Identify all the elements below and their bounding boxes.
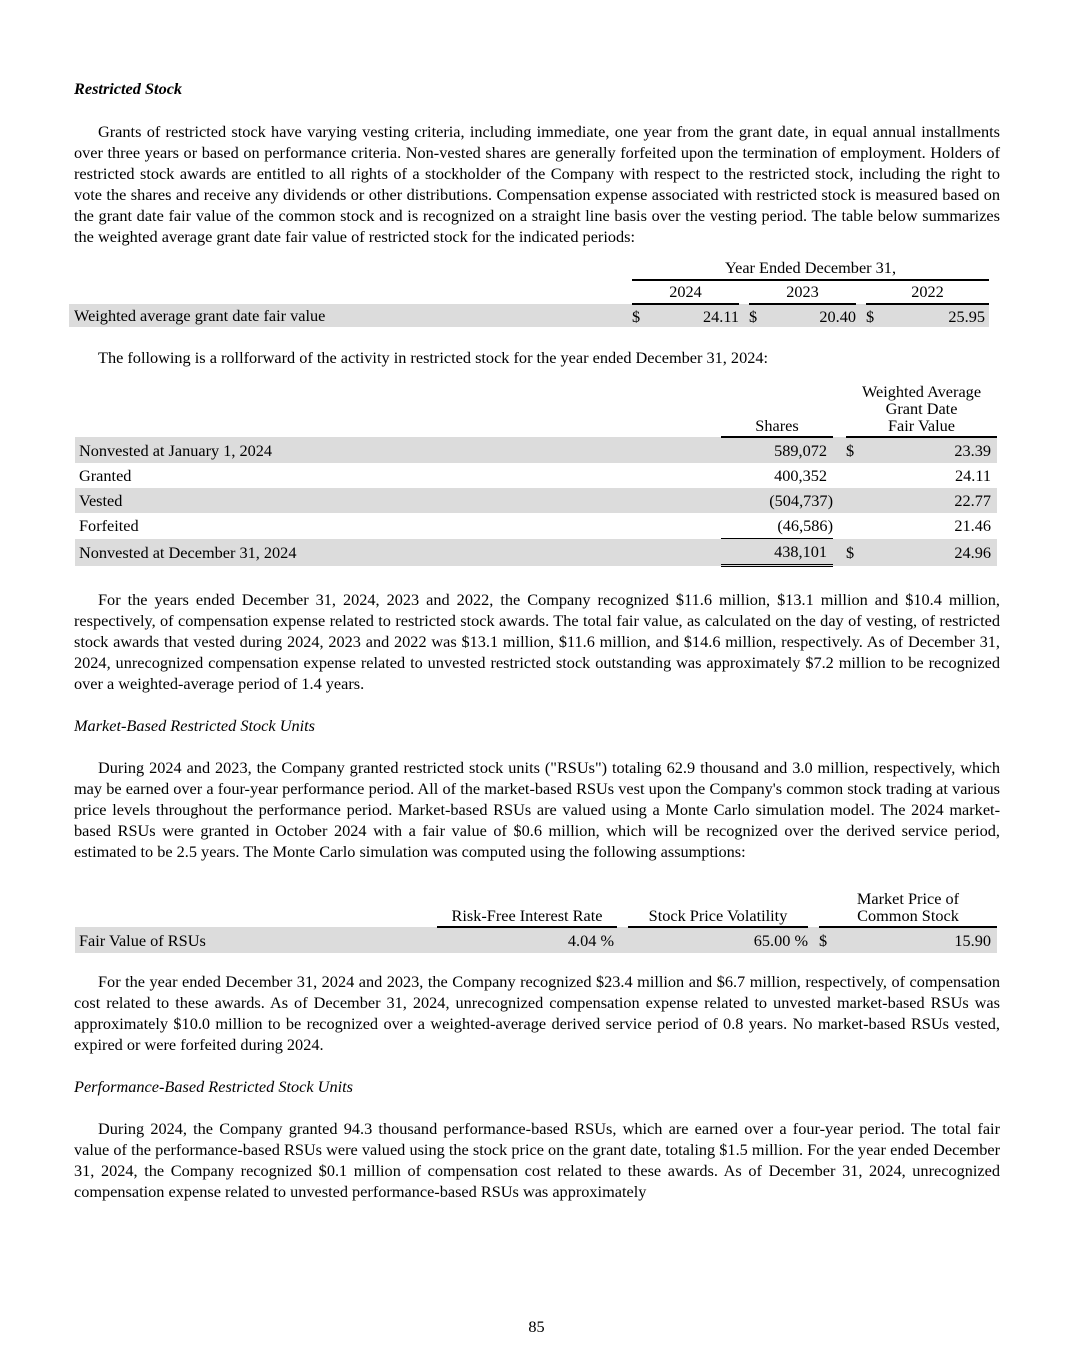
currency-symbol: $ [632, 304, 649, 327]
table-row [75, 927, 997, 953]
value-cell: 24.11 [649, 304, 739, 327]
table-row [75, 463, 997, 488]
year-header: 2022 [866, 280, 989, 304]
table-row [75, 488, 997, 513]
shares-cell: 589,072 [721, 437, 833, 463]
table-row [75, 513, 997, 539]
value-cell: 20.40 [766, 304, 856, 327]
currency-symbol: $ [846, 539, 864, 566]
rate-header: Risk-Free Interest Rate [437, 890, 617, 927]
row-label: Weighted average grant date fair value [69, 304, 622, 327]
wavg-header-line: Weighted Average [861, 382, 982, 401]
row-label: Fair Value of RSUs [75, 927, 437, 953]
table-row [75, 437, 997, 463]
market-price-header [819, 890, 997, 927]
value-cell: 24.96 [864, 539, 997, 566]
value-cell: 23.39 [864, 437, 997, 463]
currency-symbol: $ [749, 304, 766, 327]
restricted-stock-heading: Restricted Stock [74, 79, 183, 98]
year-ended-header: Year Ended December 31, [632, 257, 989, 280]
year-header: 2023 [749, 280, 856, 304]
wavg-header-line: Grant Date [885, 399, 958, 418]
shares-cell: 400,352 [774, 466, 827, 485]
shares-header: Shares [721, 383, 833, 437]
volatility-cell [628, 927, 808, 953]
rollforward-table [75, 383, 997, 567]
percent-symbol: % [794, 931, 808, 950]
value-cell: 21.46 [954, 516, 991, 536]
shares-cell: 438,101 [721, 539, 833, 566]
market-rsu-intro: During 2024 and 2023, the Company granted restricted stock units ("RSUs") totaling 62.9 thousand and 3.0 million, respectively, which may be earned over a four-year performance period. All of the market-based RSUs vest upon the Company's common stock trading at various price levels throughout the performance period. Market-based RSUs are valued using a Monte Carlo simulation model. The 2024 market-based RSUs were granted in October 2024 with a fair value of $0.6 million, which will be recognized over the derived service period, estimated to be 2.5 years. The Monte Carlo simulation was computed using the following assumptions: [74, 758, 1000, 861]
volatility-value: 65.00 [753, 931, 791, 950]
row-label: Granted [79, 466, 132, 485]
table-row [75, 539, 997, 566]
value-cell: 25.95 [883, 304, 989, 327]
wavg-header-line: Fair Value [887, 416, 956, 435]
row-label: Nonvested at December 31, 2024 [75, 539, 713, 566]
market-price-header-line: Market Price of [856, 889, 960, 908]
market-rsu-summary: For the year ended December 31, 2024 and 2023, the Company recognized $23.4 million and $6.7 million, respectively, of compensation cost related to these awards. As of December 31, 2024, unrecognized compensation expense related to unvested market-based RSUs was approximately $10.0 million to be recognized over a weighted-average derived service period of 0.8 years. No market-based RSUs vested, expired or were forfeited during 2024. [74, 972, 1000, 1054]
performance-rsu-intro: During 2024, the Company granted 94.3 thousand performance-based RSUs, which are earned over a four-year period. The total fair value of the performance-based RSUs were valued using the stock price on the grant date, totaling $1.5 million. For the year ended December 31, 2024, the Company recognized $0.1 million of compensation cost related to these awards. As of December 31, 2024, unrecognized compensation expense related to unvested performance-based RSUs was approximately [74, 1119, 1000, 1201]
page-number: 85 [528, 1317, 545, 1336]
shares-cell: (504,737) [721, 488, 833, 513]
rate-value: 4.04 [567, 931, 597, 950]
row-label: Nonvested at January 1, 2024 [75, 437, 713, 463]
restricted-stock-summary: For the years ended December 31, 2024, 2023 and 2022, the Company recognized $11.6 million, $13.1 million and $10.4 million, respectively, of compensation expense related to restricted stock awards. The total fair value, as calculated on the day of vesting, of restricted stock awards that vested during 2024, 2023 and 2022 was $13.1 million, $11.6 million, and $14.6 million, respectively. As of December 31, 2024, unrecognized compensation expense related to unvested restricted stock outstanding was approximately $7.2 million to be recognized over a weighted-average period of 1.4 years. [74, 590, 1000, 693]
percent-symbol: % [600, 931, 614, 950]
table-row [69, 304, 989, 327]
price-cell: 15.90 [831, 927, 997, 953]
value-cell: 22.77 [864, 488, 997, 513]
market-rsu-heading: Market-Based Restricted Stock Units [74, 716, 315, 735]
wavg-header [846, 383, 997, 437]
restricted-stock-intro: Grants of restricted stock have varying vesting criteria, including immediate, one year from the grant date, in equal annual installments over three years or based on performance criteria. Non-vested shares are generally forfeited upon the termination of employment. Holders of restricted stock awards are entitled to all rights of a stockholder of the Company with respect to the restricted stock, including the right to vote the shares and receive any dividends or other distributions. Compensation expense associated with restricted stock is measured based on the grant date fair value of the common stock and is recognized on a straight line basis over the vesting period. The table below summarizes the weighted average grant date fair value of restricted stock for the indicated periods: [74, 122, 1000, 246]
year-header: 2024 [632, 280, 739, 304]
row-label: Forfeited [79, 516, 139, 536]
rollforward-intro: The following is a rollforward of the activity in restricted stock for the year ended December 31, 2024: [98, 348, 769, 367]
shares-cell: (46,586) [721, 513, 833, 539]
fair-value-table [69, 257, 989, 327]
currency-symbol: $ [819, 927, 831, 953]
volatility-header: Stock Price Volatility [628, 890, 808, 927]
row-label: Vested [75, 488, 713, 513]
assumptions-table [75, 890, 997, 953]
market-price-header-line: Common Stock [857, 906, 959, 925]
performance-rsu-heading: Performance-Based Restricted Stock Units [74, 1077, 353, 1096]
currency-symbol: $ [846, 437, 864, 463]
rate-cell [437, 927, 617, 953]
document-page [74, 78, 1000, 1202]
value-cell: 24.11 [954, 466, 991, 485]
currency-symbol: $ [866, 304, 883, 327]
